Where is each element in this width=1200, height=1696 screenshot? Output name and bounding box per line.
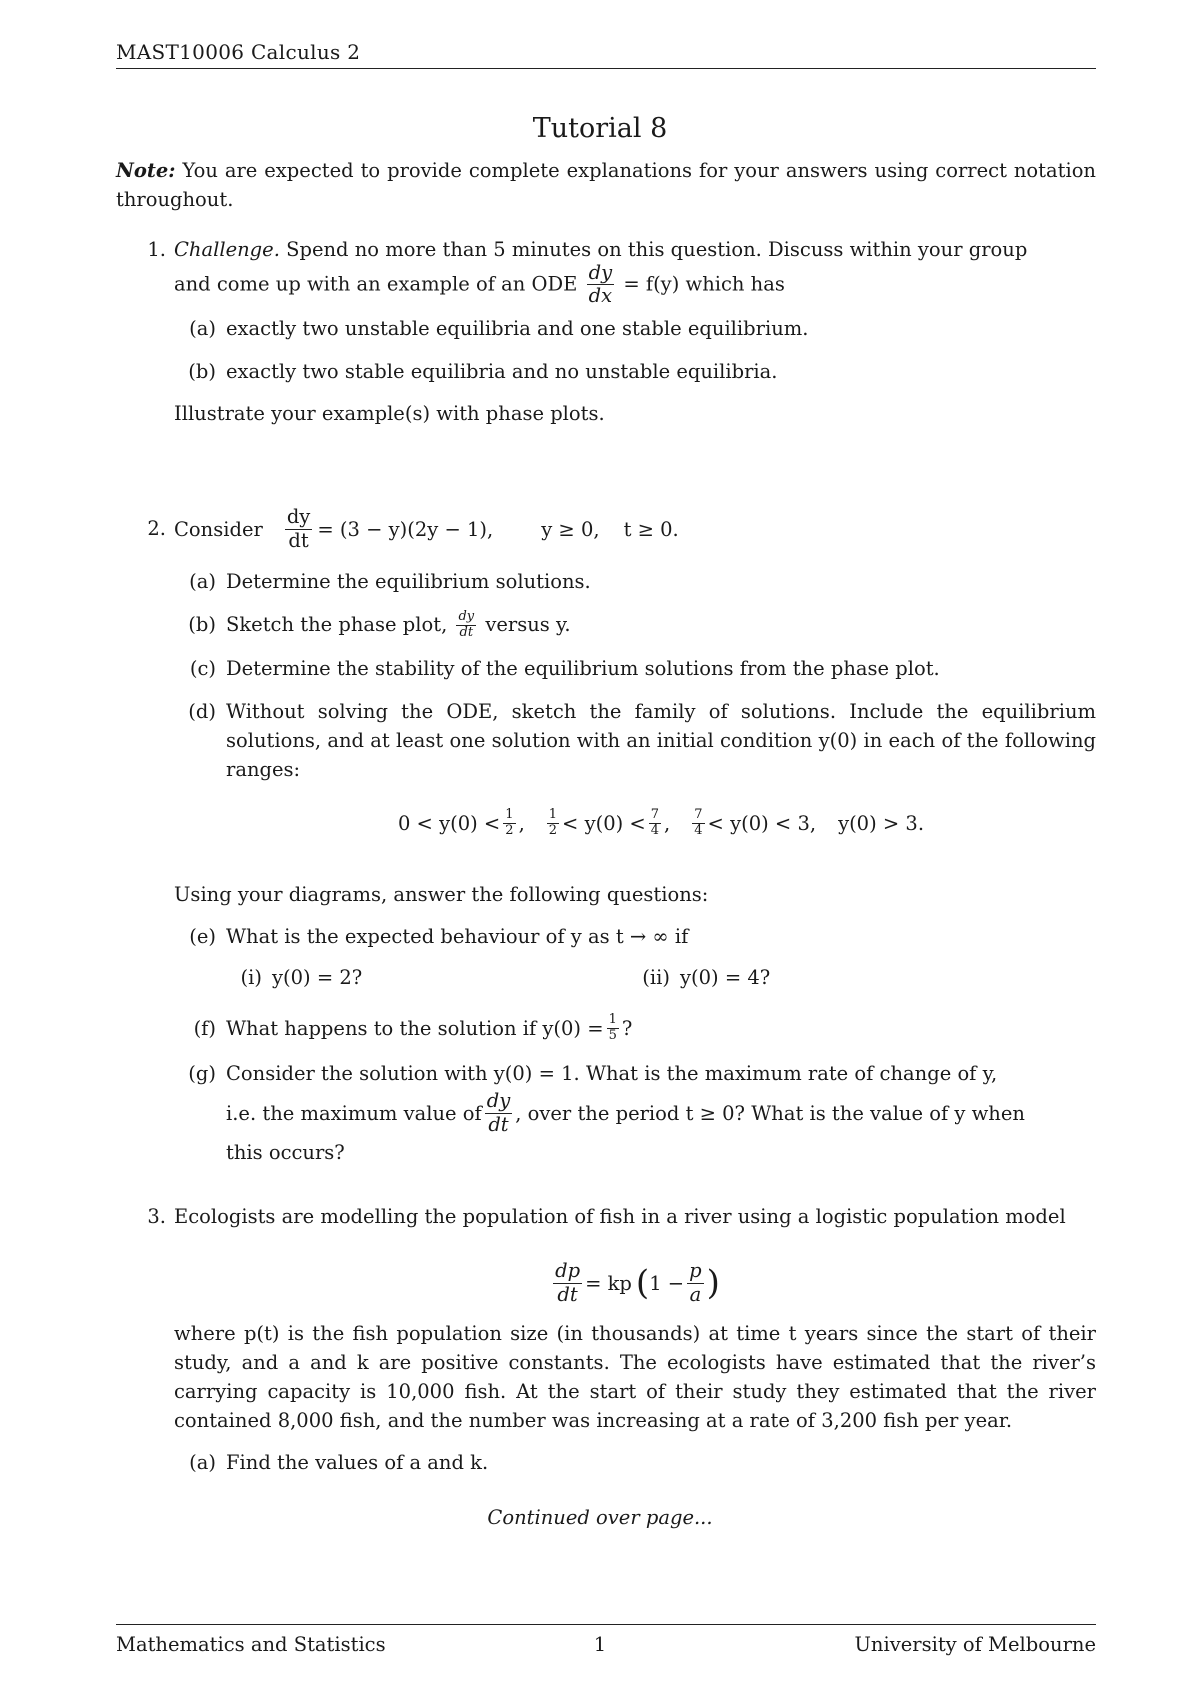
q2g-label: (g) — [188, 1062, 216, 1085]
fifth-top: 1 — [608, 1011, 617, 1027]
q2g-derivative — [485, 1090, 513, 1136]
half2-bottom: 2 — [548, 822, 558, 838]
q3a-text: Find the values of a and k. — [226, 1451, 489, 1474]
q3-frac-bottom: dt — [557, 1282, 578, 1306]
q2f-pre: What happens to the solution if y(0) = — [226, 1016, 604, 1040]
q3-intro: Ecologists are modelling the population of fish in a river using a logistic population model — [174, 1205, 1066, 1228]
q3-paren-open: ( — [635, 1262, 650, 1303]
q3-frac-top: dp — [555, 1259, 581, 1283]
q2g-line3: this occurs? — [226, 1141, 345, 1164]
range3-post: < y(0) < 3, — [707, 811, 817, 835]
note-label: Note: — [116, 159, 176, 182]
q2b-pre: Sketch the phase plot, — [226, 613, 448, 636]
q2-frac-top: dy — [286, 505, 311, 529]
q3a-label: (a) — [189, 1451, 216, 1474]
range2-seven-quarters — [649, 808, 661, 839]
range1-pre: 0 < y(0) < — [397, 811, 501, 835]
q1b-label: (b) — [188, 360, 216, 383]
q1-line2-pre: and come up with an example of an ODE — [174, 272, 578, 296]
q2g-line2-pre: i.e. the maximum value of — [226, 1101, 482, 1125]
continued-note: Continued over page... — [487, 1506, 713, 1529]
q2-equation: = (3 − y)(2y − 1), — [317, 517, 494, 541]
q3-eq-mid: = kp — [585, 1271, 632, 1295]
q1b-text: exactly two stable equilibria and no unstable equilibria. — [226, 360, 778, 383]
q1-challenge-label: Challenge. — [174, 238, 280, 261]
range2-comma: , — [664, 811, 671, 835]
footer-right: University of Melbourne — [854, 1633, 1096, 1656]
q2-condition-y: y ≥ 0, — [541, 517, 600, 541]
q3-derivative — [553, 1260, 582, 1306]
q3-a: a — [689, 1282, 702, 1306]
q2b-derivative — [456, 610, 476, 641]
range2-mid: < y(0) < — [562, 811, 646, 835]
q3-eq-one: 1 − — [649, 1271, 685, 1295]
range3-seven-quarters — [692, 808, 704, 839]
q2g-frac-bottom: dt — [488, 1112, 509, 1136]
q2-frac-bottom: dt — [288, 528, 309, 552]
footer-left: Mathematics and Statistics — [116, 1633, 386, 1656]
q3-number: 3. — [147, 1205, 166, 1228]
seven-top: 7 — [650, 806, 660, 822]
q2b-frac-bottom: dt — [459, 625, 474, 640]
q2b-label: (b) — [188, 613, 216, 636]
q2f-line — [226, 1008, 632, 1048]
q2g-frac-top: dy — [486, 1089, 511, 1113]
q1-illustrate: Illustrate your example(s) with phase plots. — [174, 402, 605, 425]
range1-half — [503, 808, 515, 839]
q1-frac-bottom: dx — [588, 284, 613, 308]
footer-rule — [116, 1624, 1096, 1625]
note-paragraph — [116, 156, 1096, 214]
q2e-label: (e) — [189, 925, 216, 948]
q2-number: 2. — [147, 517, 166, 540]
q2a-text: Determine the equilibrium solutions. — [226, 570, 591, 593]
q2b-line — [226, 610, 571, 641]
four2-bottom: 4 — [694, 822, 703, 838]
q2c-label: (c) — [189, 657, 216, 680]
q3-p: p — [689, 1259, 702, 1283]
q2d-ranges — [226, 800, 1096, 846]
q2b-post: versus y. — [485, 613, 571, 636]
q3-p-over-a — [687, 1260, 703, 1306]
seven2-top: 7 — [694, 806, 703, 822]
half2-top: 1 — [548, 806, 558, 822]
q2g-line2-post: , over the period t ≥ 0? What is the value of y when — [515, 1101, 1025, 1125]
range1-comma: , — [518, 811, 525, 835]
q1-line1-text: Spend no more than 5 minutes on this question. Discuss within your group — [286, 238, 1028, 261]
note-text: You are expected to provide complete explanations for your answers using correct notation throughout. — [116, 159, 1096, 211]
q2d-text: Without solving the ODE, sketch the family of solutions. Include the equilibrium solutions, and at least one solution with an initial condition y(0) in each of the following ranges: — [226, 700, 1096, 781]
q1-line2-post: = f(y) which has — [623, 272, 785, 296]
range2-half — [547, 808, 559, 839]
q1-frac-top: dy — [588, 261, 613, 284]
q2d-label: (d) — [188, 700, 216, 723]
range4: y(0) > 3. — [838, 811, 925, 835]
q2f-fifth — [607, 1013, 619, 1044]
q1a-text: exactly two unstable equilibria and one stable equilibrium. — [226, 317, 809, 340]
q1-derivative — [587, 262, 615, 308]
q2eii-text: y(0) = 4? — [680, 966, 771, 989]
q2g-line1: Consider the solution with y(0) = 1. What is the maximum rate of change of y, — [226, 1062, 998, 1085]
fifth-bottom: 5 — [608, 1027, 617, 1043]
q2c-text: Determine the stability of the equilibrium solutions from the phase plot. — [226, 657, 940, 680]
q2f-label: (f) — [193, 1017, 216, 1040]
q1a-label: (a) — [189, 317, 216, 340]
q2-derivative — [285, 506, 313, 552]
q2f-post: ? — [621, 1016, 633, 1040]
q2-using-diagrams: Using your diagrams, answer the following questions: — [174, 883, 709, 906]
page-title: Tutorial 8 — [532, 113, 668, 144]
q2b-frac-top: dy — [458, 609, 475, 625]
q3-body: where p(t) is the fish population size (in thousands) at time t years since the start of their study, and a and k are positive constants. The ecologists have estimated that the river’s carrying capacity is 10,000 fish. At the start of their study they estimated that the river contained 8,000 fish, and the number was increasing at a rate of 3,200 fish per year. — [174, 1322, 1096, 1432]
q2-equation-line — [174, 496, 679, 562]
q2-consider: Consider — [174, 517, 263, 541]
page-number: 1 — [593, 1633, 607, 1656]
half-top: 1 — [505, 806, 514, 822]
half-bottom: 2 — [505, 822, 514, 838]
q2e-text: What is the expected behaviour of y as t → ∞ if — [226, 925, 689, 948]
q1-line1 — [174, 235, 1096, 264]
q2-condition-t: t ≥ 0. — [623, 517, 679, 541]
q2ei-label: (i) — [240, 966, 262, 989]
q3-logistic-equation — [174, 1250, 1096, 1316]
q1-line2 — [174, 262, 785, 308]
q2ei-text: y(0) = 2? — [272, 966, 363, 989]
q2eii-label: (ii) — [642, 966, 670, 989]
four-bottom: 4 — [650, 822, 660, 838]
q2a-label: (a) — [189, 570, 216, 593]
header-rule — [116, 68, 1096, 69]
course-header: MAST10006 Calculus 2 — [116, 40, 361, 64]
q2g-line2 — [226, 1083, 1096, 1143]
q3-paren-close: ) — [706, 1262, 720, 1303]
q1-number: 1. — [147, 238, 166, 261]
